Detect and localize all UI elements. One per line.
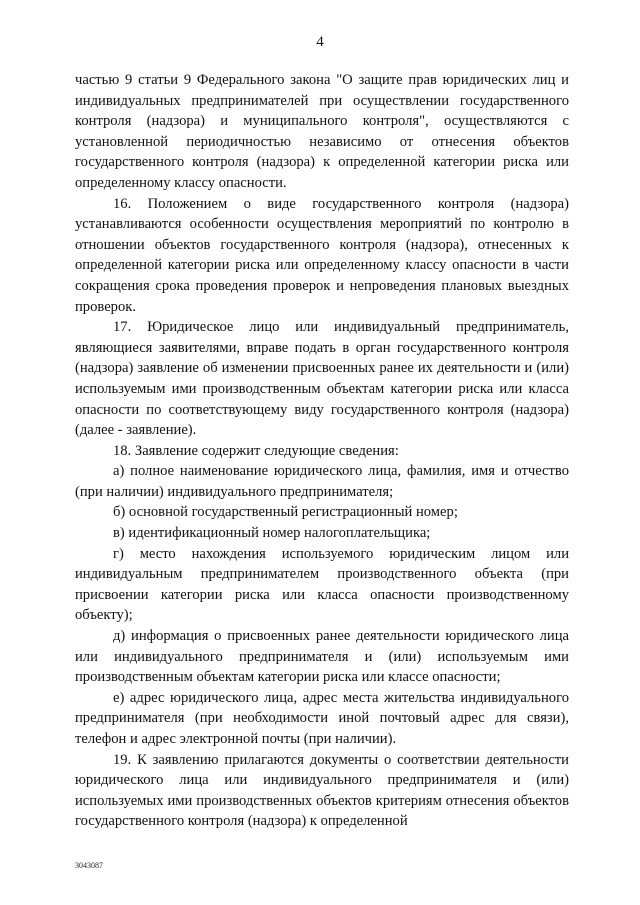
paragraph-16: 16. Положением о виде государственного контроля (надзора) устанавливаются особенности осуществления мероприятий по контролю в отношении объектов государственного контроля (надзора), отнесенных к определенной категории риска или определенному классу опасности в части сокращения срока проведения проверок и непроведения плановых выездных проверок.	[75, 195, 569, 315]
paragraph-19: 19. К заявлению прилагаются документы о соответствии деятельности юридического лица или индивидуального предпринимателя и (или) используемых ими производственных объектов критериям отнесения объектов государственного контроля (надзора) к определенной	[75, 751, 569, 830]
page-number: 4	[316, 34, 324, 50]
document-body	[75, 70, 569, 832]
footer-document-code: 3043087	[75, 861, 103, 870]
list-item-v: в) идентификационный номер налогоплательщика;	[113, 525, 431, 542]
paragraph-17: 17. Юридическое лицо или индивидуальный предприниматель, являющиеся заявителями, вправе подать в орган государственного контроля (надзора) заявление об изменении присвоенных ранее их деятельности и (или) используемым ими производственным объектам категории риска или класса опасности по соответствующему виду государственного контроля (надзора) (далее - заявление).	[75, 319, 569, 439]
paragraph-18: 18. Заявление содержит следующие сведения:	[113, 442, 399, 459]
list-item-a: а) полное наименование юридического лица, фамилия, имя и отчество (при наличии) индивидуального предпринимателя;	[75, 463, 569, 500]
list-item-g: г) место нахождения используемого юридическим лицом или индивидуальным предпринимателем производственного объекта (при присвоении категории риска или класса опасности производственному объекту);	[75, 545, 569, 624]
list-item-d: д) информация о присвоенных ранее деятельности юридического лица или индивидуального предпринимателя и (или) используемым ими производственным объектам категории риска или классе опасности;	[75, 628, 569, 686]
paragraph-continuation: частью 9 статьи 9 Федерального закона "О защите прав юридических лиц и индивидуальных предпринимателей при осуществлении государственного контроля (надзора) и муниципального контроля", осуществляются с установленной периодичностью независимо от отнесения объектов государственного контроля (надзора) к определенной категории риска или определенному классу опасности.	[75, 72, 569, 191]
list-item-b: б) основной государственный регистрационный номер;	[113, 504, 458, 521]
list-item-e: е) адрес юридического лица, адрес места жительства индивидуального предпринимателя (при необходимости иной почтовый адрес для связи), телефон и адрес электронной почты (при наличии).	[75, 689, 569, 747]
